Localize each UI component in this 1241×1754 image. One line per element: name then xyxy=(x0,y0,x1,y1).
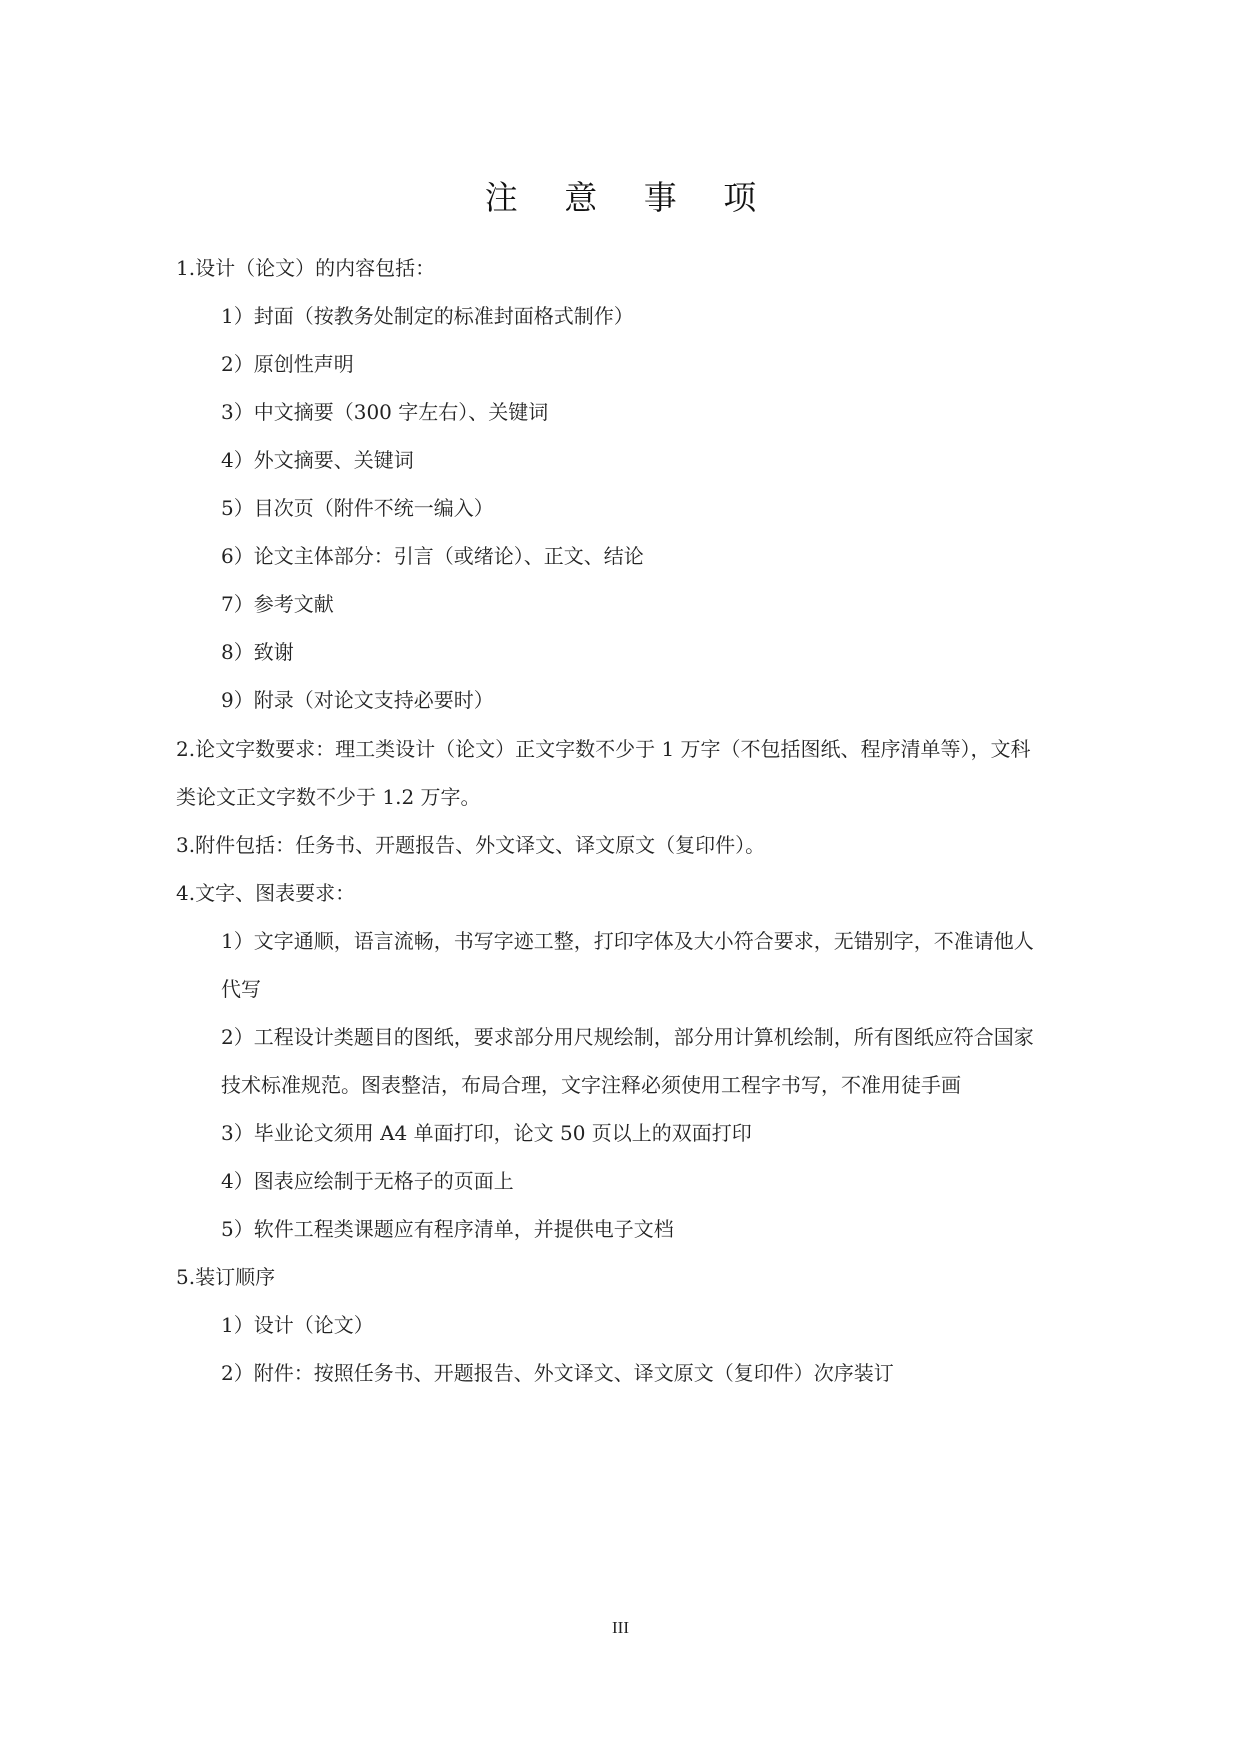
section-4-heading: 4.文字、图表要求： xyxy=(176,881,356,905)
list-item: 2）工程设计类题目的图纸，要求部分用尺规绘制，部分用计算机绘制，所有图纸应符合国家 xyxy=(221,1025,1034,1049)
list-item: 4）外文摘要、关键词 xyxy=(221,448,414,472)
section-5-heading: 5.装订顺序 xyxy=(176,1265,276,1289)
list-item: 3）中文摘要（300 字左右）、关键词 xyxy=(221,400,549,424)
list-item: 9）附录（对论文支持必要时） xyxy=(221,688,494,712)
list-item: 5）软件工程类课题应有程序清单，并提供电子文档 xyxy=(221,1217,674,1241)
list-item: 1）文字通顺，语言流畅，书写字迹工整，打印字体及大小符合要求，无错别字，不准请他人 xyxy=(221,929,1034,953)
page-title: 注 意 事 项 xyxy=(484,178,775,217)
list-item-continued: 技术标准规范。图表整洁，布局合理，文字注释必须使用工程字书写，不准用徒手画 xyxy=(221,1073,961,1097)
list-item: 2）原创性声明 xyxy=(221,352,354,376)
list-item-continued: 代写 xyxy=(221,977,261,1001)
list-item: 2）附件：按照任务书、开题报告、外文译文、译文原文（复印件）次序装订 xyxy=(221,1361,894,1385)
list-item: 7）参考文献 xyxy=(221,592,334,616)
section-3-line: 3.附件包括：任务书、开题报告、外文译文、译文原文（复印件）。 xyxy=(176,833,766,857)
list-item: 8）致谢 xyxy=(221,640,294,664)
section-2-line: 2.论文字数要求：理工类设计（论文）正文字数不少于 1 万字（不包括图纸、程序清单等），文科 xyxy=(176,737,1031,761)
list-item: 6）论文主体部分：引言（或绪论）、正文、结论 xyxy=(221,544,644,568)
section-1-heading: 1.设计（论文）的内容包括： xyxy=(176,256,436,280)
list-item: 1）封面（按教务处制定的标准封面格式制作） xyxy=(221,304,634,328)
list-item: 4）图表应绘制于无格子的页面上 xyxy=(221,1169,514,1193)
list-item: 1）设计（论文） xyxy=(221,1313,374,1337)
section-2-line: 类论文正文字数不少于 1.2 万字。 xyxy=(176,785,481,809)
list-item: 3）毕业论文须用 A4 单面打印，论文 50 页以上的双面打印 xyxy=(221,1121,752,1145)
list-item: 5）目次页（附件不统一编入） xyxy=(221,496,494,520)
page-number: III xyxy=(612,1618,629,1637)
